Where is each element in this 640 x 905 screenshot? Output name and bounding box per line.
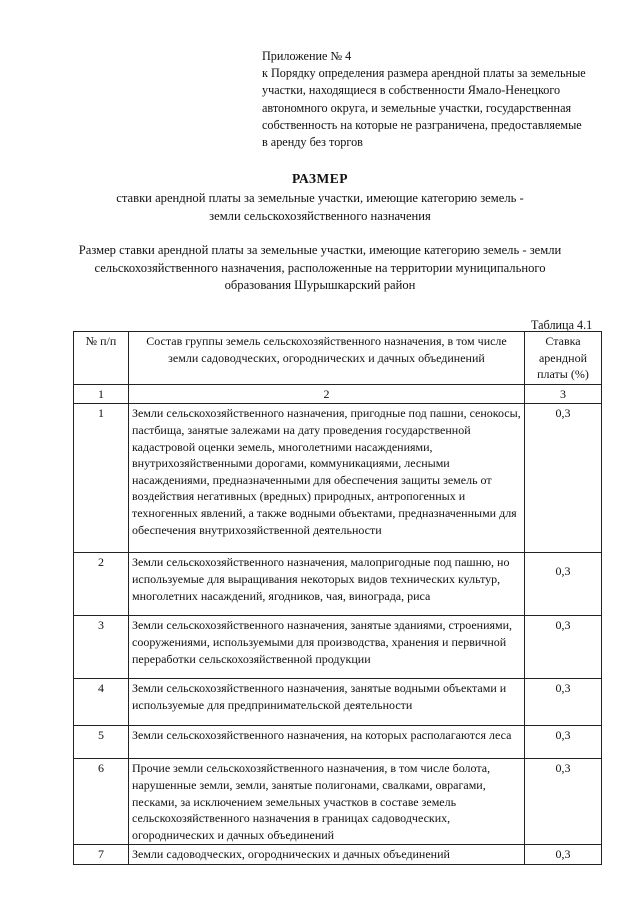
table-row [74, 679, 602, 726]
row-rate: 0,3 [525, 845, 602, 865]
row-number: 7 [74, 845, 129, 865]
column-number: 1 [74, 384, 129, 404]
appendix-line: Приложение № 4 [262, 49, 352, 63]
table-label: Таблица 4.1 [531, 318, 593, 332]
appendix-line: в аренду без торгов [262, 135, 363, 150]
row-description: Земли сельскохозяйственного назначения, занятые зданиями, строениями, сооружениями, используемыми для производства, хранения и первичной переработки сельскохозяйственной продукции [129, 616, 525, 679]
table-header-row [74, 332, 602, 385]
table-row [74, 759, 602, 845]
rates-table [73, 331, 602, 865]
table-row [74, 845, 602, 865]
appendix-line: участки, находящиеся в собственности Ямало-Ненецкого [262, 83, 561, 98]
header-rate: Ставка арендной платы (%) [525, 332, 602, 385]
header-num: № п/п [74, 332, 129, 385]
row-rate: 0,3 [525, 759, 602, 845]
row-rate: 0,3 [525, 616, 602, 679]
row-description: Земли сельскохозяйственного назначения, пригодные под пашни, сенокосы, пастбища, занятые залежами на дату проведения государственной кадастровой оценки земель, многолетними насаждениями, внутрихозяйственными дорогами, коммуникациями, лесными насаждениями, предназначенными для обеспечения защиты земель от воздействия негативных (вредных) природных, антропогенных и техногенных явлений, а также водными объектами, предназначенными для обеспечения внутрихозяйственной деятельности [129, 404, 525, 553]
row-number: 1 [74, 404, 129, 553]
document-description [0, 242, 640, 295]
appendix-line: к Порядку определения размера арендной платы за земельные [262, 66, 586, 81]
row-rate: 0,3 [525, 726, 602, 759]
row-description: Земли сельскохозяйственного назначения, малопригодные под пашню, но используемые для выращивания некоторых видов технических культур, многолетних насаждений, ягодников, чая, винограда, риса [129, 553, 525, 616]
appendix-line: собственность на которые не разграничена, предоставляемые [262, 117, 582, 132]
header-composition: Состав группы земель сельскохозяйственного назначения, в том числе земли садоводческих, огороднических и дачных объединений [129, 332, 525, 385]
table-row [74, 726, 602, 759]
description-line: сельскохозяйственного назначения, расположенные на территории муниципального [94, 260, 546, 275]
table-row [74, 553, 602, 616]
row-number: 4 [74, 679, 129, 726]
row-description: Земли сельскохозяйственного назначения, занятые водными объектами и используемые для предпринимательской деятельности [129, 679, 525, 726]
document-title: РАЗМЕР [291, 171, 349, 186]
row-rate: 0,3 [525, 404, 602, 553]
row-number: 5 [74, 726, 129, 759]
row-rate: 0,3 [525, 553, 602, 616]
description-line: Размер ставки арендной платы за земельные участки, имеющие категорию земель - земли [78, 243, 562, 257]
row-description: Прочие земли сельскохозяйственного назначения, в том числе болота, нарушенные земли, земли, занятые полигонами, свалками, оврагами, песками, за исключением земельных участков в составе земель сельскохозяйственного назначения в границах садоводческих, огороднических и дачных объединений [129, 759, 525, 845]
row-number: 6 [74, 759, 129, 845]
row-description: Земли садоводческих, огороднических и дачных объединений [129, 845, 525, 865]
column-number-row [74, 384, 602, 404]
table-row [74, 404, 602, 553]
document-subtitle [0, 190, 640, 225]
subtitle-line: земли сельскохозяйственного назначения [209, 208, 431, 223]
appendix-line: автономного округа, и земельные участки, государственная [262, 100, 572, 115]
subtitle-line: ставки арендной платы за земельные участки, имеющие категорию земель - [116, 191, 524, 205]
row-rate: 0,3 [525, 679, 602, 726]
row-number: 3 [74, 616, 129, 679]
row-number: 2 [74, 553, 129, 616]
column-number: 2 [129, 384, 525, 404]
appendix-note [262, 48, 612, 151]
table-row [74, 616, 602, 679]
description-line: образования Шурышкарский район [224, 278, 416, 292]
column-number: 3 [525, 384, 602, 404]
row-description: Земли сельскохозяйственного назначения, на которых располагаются леса [129, 726, 525, 759]
